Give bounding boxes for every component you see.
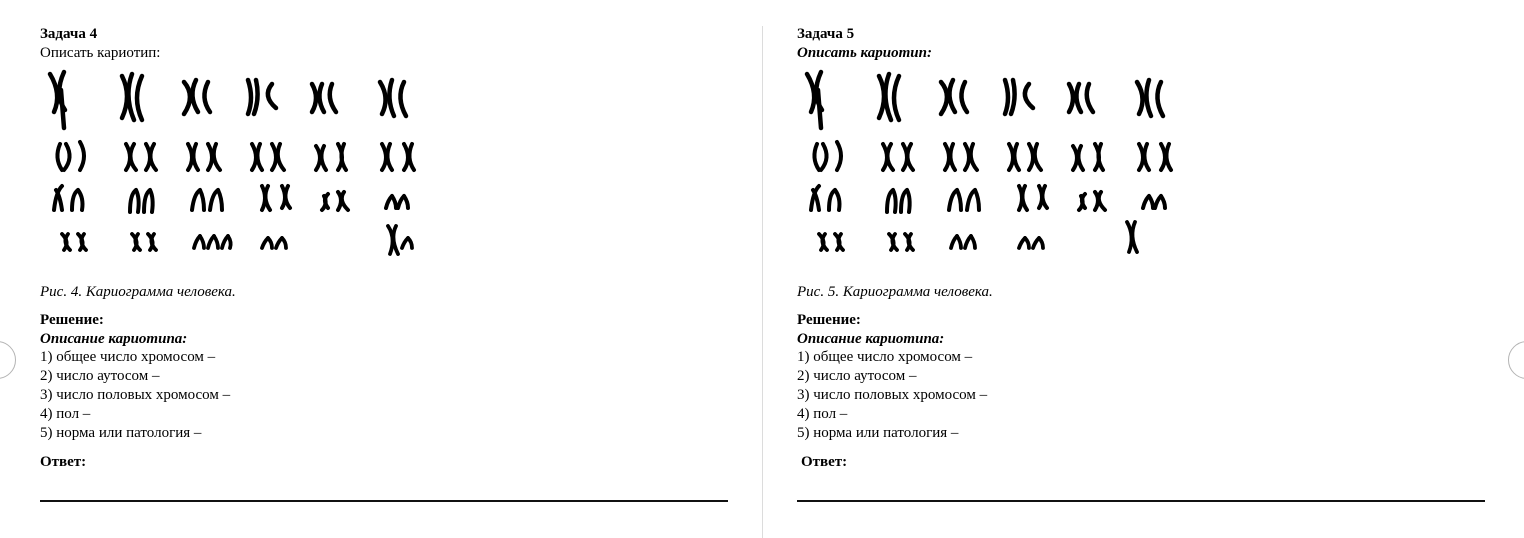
karyotype-description-list	[40, 348, 230, 443]
chromosome-karyogram-icon	[40, 66, 430, 262]
list-item: 2) число аутосом –	[40, 368, 160, 384]
answer-label: Ответ:	[40, 454, 87, 470]
task-title: Задача 4	[40, 26, 98, 42]
solution-label: Решение:	[40, 312, 104, 328]
list-item: 5) норма или патология –	[40, 425, 202, 441]
figure-caption: Рис. 4. Кариограмма человека.	[40, 284, 236, 300]
chromosome-karyogram-icon	[797, 66, 1187, 262]
page-divider	[762, 26, 763, 538]
karyotype-description-label: Описание кариотипа:	[40, 331, 188, 347]
task-title: Задача 5	[797, 26, 855, 42]
list-item: 5) норма или патология –	[797, 425, 959, 441]
task-prompt: Описать кариотип:	[797, 45, 932, 61]
list-item: 1) общее число хромосом –	[40, 349, 216, 365]
list-item: 1) общее число хромосом –	[797, 349, 973, 365]
chevron-right-icon[interactable]	[1508, 341, 1524, 379]
karyotype-description-list	[797, 348, 987, 443]
task-4-page	[40, 0, 740, 538]
list-item: 4) пол –	[40, 406, 91, 422]
figure-caption: Рис. 5. Кариограмма человека.	[797, 284, 993, 300]
answer-label: Ответ:	[801, 454, 848, 470]
task-5-page	[797, 0, 1497, 538]
karyogram-image	[797, 66, 1187, 262]
list-item: 2) число аутосом –	[797, 368, 917, 384]
karyotype-description-label: Описание кариотипа:	[797, 331, 945, 347]
answer-line	[40, 500, 728, 502]
solution-label: Решение:	[797, 312, 861, 328]
chevron-left-icon[interactable]	[0, 341, 16, 379]
task-prompt: Описать кариотип:	[40, 45, 161, 61]
list-item: 3) число половых хромосом –	[797, 387, 988, 403]
answer-line	[797, 500, 1485, 502]
list-item: 3) число половых хромосом –	[40, 387, 231, 403]
list-item: 4) пол –	[797, 406, 848, 422]
karyogram-image	[40, 66, 430, 262]
